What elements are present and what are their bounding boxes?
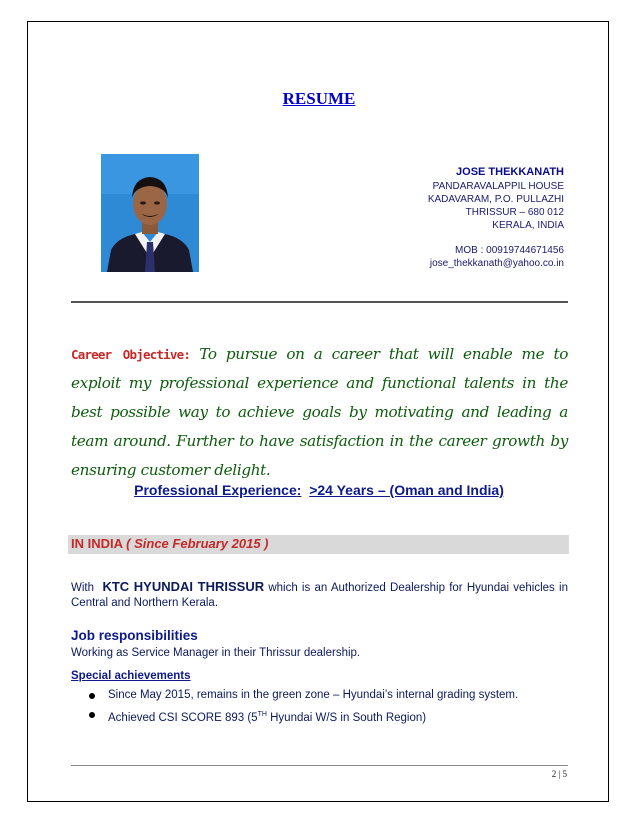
achievement-2-sup: TH bbox=[257, 711, 267, 718]
job-responsibilities-heading: Job responsibilities bbox=[71, 628, 198, 643]
section-band-title bbox=[71, 536, 269, 551]
address-line-3: THRISSUR – 680 012 bbox=[465, 207, 564, 218]
page-number: 2 | 5 bbox=[551, 769, 567, 779]
professional-experience-heading bbox=[0, 482, 638, 498]
professional-experience-sep: : bbox=[296, 482, 302, 498]
mobile-number: MOB : 00919744671456 bbox=[455, 245, 564, 256]
list-item bbox=[89, 686, 518, 705]
list-item bbox=[89, 705, 518, 728]
profile-photo bbox=[101, 154, 199, 272]
profile-photo-image bbox=[101, 154, 199, 272]
company-intro bbox=[71, 579, 568, 611]
job-responsibilities-text: Working as Service Manager in their Thrissur dealership. bbox=[71, 647, 361, 659]
candidate-name: JOSE THEKKANATH bbox=[456, 166, 564, 178]
achievement-1: Since May 2015, remains in the green zone – Hyundai’s internal grading system. bbox=[108, 689, 519, 701]
company-name: KTC HYUNDAI THRISSUR bbox=[102, 579, 265, 594]
contact-block bbox=[428, 166, 564, 270]
email-address: jose_thekkanath@yahoo.co.in bbox=[429, 258, 564, 269]
header-divider bbox=[71, 301, 568, 303]
resume-title: RESUME bbox=[282, 89, 356, 108]
professional-experience-label: Professional Experience bbox=[134, 482, 297, 498]
career-objective bbox=[71, 340, 568, 485]
section-band-main: IN INDIA bbox=[71, 536, 123, 551]
achievement-2-pre: Achieved CSI SCORE 893 (5 bbox=[108, 711, 258, 724]
special-achievements-heading: Special achievements bbox=[71, 670, 191, 682]
achievement-2-post: Hyundai W/S in South Region) bbox=[266, 711, 427, 724]
career-objective-label: Career Objective: bbox=[71, 347, 191, 362]
bullet-icon bbox=[89, 693, 95, 699]
footer-divider bbox=[71, 765, 568, 766]
bullet-icon bbox=[89, 712, 95, 718]
achievements-list bbox=[89, 686, 518, 728]
company-intro-post: which is an Authorized Dealership for Hyundai vehicles in Central and Northern Kerala. bbox=[71, 582, 568, 609]
professional-experience-value: >24 Years – (Oman and India) bbox=[309, 482, 504, 498]
career-objective-text: To pursue on a career that will enable me to exploit my professional experience and functional talents in the best possible way to achieve goals by motivating and leading a team around. Further to have satisfaction in the career growth by ensuring customer delight. bbox=[71, 345, 569, 479]
section-band-since: ( Since February 2015 ) bbox=[126, 536, 269, 551]
address-line-2: KADAVARAM, P.O. PULLAZHI bbox=[427, 194, 564, 205]
company-intro-pre: With bbox=[71, 582, 94, 594]
address-line-1: PANDARAVALAPPIL HOUSE bbox=[432, 181, 564, 192]
address-line-4: KERALA, INDIA bbox=[492, 220, 564, 231]
